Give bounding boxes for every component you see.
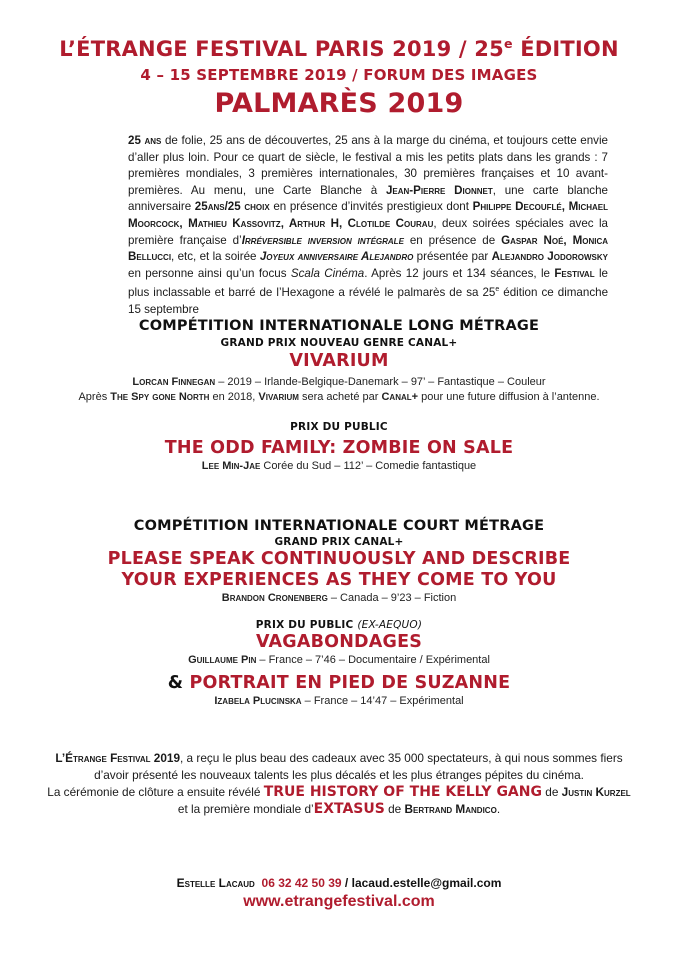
closing-line-2: d’avoir présenté les nouveaux talents les plus décalés et les plus étranges pépites du cinéma. xyxy=(94,768,584,782)
intro-paragraph xyxy=(128,133,608,318)
note-film-spy: The Spy gone North xyxy=(110,391,210,403)
closing-line-4 xyxy=(0,801,678,818)
long-competition-title: COMPÉTITION INTERNATIONALE LONG MÉTRAGE xyxy=(138,318,540,334)
closing-line-1 xyxy=(0,750,678,767)
long-competition-section xyxy=(0,318,678,474)
intro-segment: Scala Cinéma xyxy=(290,266,365,280)
short-competition-title: COMPÉTITION INTERNATIONALE COURT MÉTRAGE xyxy=(133,518,545,534)
contact-email[interactable]: lacaud.estelle@gmail.com xyxy=(351,876,502,890)
note-part-a: Après xyxy=(78,391,111,403)
intro-segment: e xyxy=(495,286,500,294)
short-grand-prix-label: GRAND PRIX CANAL+ xyxy=(274,536,404,548)
short-public-label xyxy=(0,619,678,631)
long-grand-prix-film: VIVARIUM xyxy=(289,351,389,371)
short-public-credits1 xyxy=(0,653,678,668)
intro-segment: 25ans/25 choix xyxy=(194,200,270,214)
intro-segment: en présence de xyxy=(403,233,502,247)
note-part-b: en 2018, xyxy=(209,391,259,403)
festival-title xyxy=(0,36,678,61)
short-public-details2: – France – 14’47 – Expérimental xyxy=(301,695,464,707)
short-public-film1: VAGABONDAGES xyxy=(255,632,423,652)
intro-segment: présentée par xyxy=(413,250,492,264)
short-grand-prix-film-line1: PLEASE SPEAK CONTINUOUSLY AND DESCRIBE xyxy=(107,549,571,569)
contact-separator: / xyxy=(341,876,352,890)
intro-segment: en personne ainsi qu’un focus xyxy=(128,266,291,280)
short-public-film2: PORTRAIT EN PIED DE SUZANNE xyxy=(189,673,511,693)
short-grand-prix-credits xyxy=(0,591,678,606)
intro-segment: . Après 12 jours et 134 séances, le xyxy=(364,266,555,280)
intro-segment: le plus inclassable et barré de l’Hexagone a révélé le palmarès de sa 25 xyxy=(128,266,608,300)
intro-segment: , une carte blanche anniversaire xyxy=(128,183,608,214)
short-grand-prix-film-line2: YOUR EXPERIENCES AS THEY COME TO YOU xyxy=(121,570,557,590)
closing-line4-a: et la première mondiale d’ xyxy=(177,802,314,816)
intro-segment: édition ce dimanche 15 septembre xyxy=(128,286,609,316)
closing-film-kelly-gang: TRUE HISTORY OF THE KELLY GANG xyxy=(263,784,542,800)
intro-segment: de folie, 25 ans de découvertes, 25 ans à la marge du cinéma, et toujours cette envie d’aller plus loin. Pour ce quart de siècle, le festival a mis les petits plats dans les grands : 7 premières mondiales, 3 premières internationales, 30 premières françaises et 10 avant-premières. Au menu, une Carte Blanche à xyxy=(128,134,608,197)
intro-segment: Festival xyxy=(554,266,595,280)
intro-segment: 25 ans xyxy=(128,134,162,147)
intro-segment: Irréversible inversion intégrale xyxy=(241,233,404,247)
long-public-details: Corée du Sud – 112’ – Comedie fantastique xyxy=(260,460,477,472)
short-public-label-text: PRIX DU PUBLIC xyxy=(255,619,358,631)
note-film-vivarium: Vivarium xyxy=(258,391,299,403)
short-public-film2-line xyxy=(0,673,678,694)
intro-segment: Alejandro Jodorowsky xyxy=(491,250,608,264)
short-public-details1: – France – 7’46 – Documentaire / Expérimental xyxy=(256,654,490,666)
festival-title-superscript: e xyxy=(503,36,513,51)
long-public-director: Lee Min-Jae xyxy=(201,460,261,472)
intro-segment: , etc, et la soirée xyxy=(171,250,260,264)
intro-segment: Jean-Pierre Dionnet xyxy=(385,183,493,197)
long-grand-prix-note xyxy=(0,390,678,405)
note-canal: Canal+ xyxy=(381,391,419,403)
closing-line1-text: , a reçu le plus beau des cadeaux avec 35 000 spectateurs, à qui nous sommes fiers xyxy=(180,751,623,765)
ampersand: & xyxy=(167,673,190,693)
note-part-c: sera acheté par xyxy=(298,391,382,403)
festival-dates: 4 – 15 SEPTEMBRE 2019 / FORUM DES IMAGES xyxy=(140,66,538,84)
short-public-credits2 xyxy=(0,694,678,709)
long-grand-prix-details: – 2019 – Irlande-Belgique-Danemark – 97’ – Fantastique – Couleur xyxy=(215,376,546,388)
long-public-film: THE ODD FAMILY: ZOMBIE ON SALE xyxy=(164,438,514,458)
closing-line4-c: . xyxy=(496,802,501,816)
short-public-exaequo: (EX-AEQUO) xyxy=(357,619,423,631)
long-grand-prix-label: GRAND PRIX NOUVEAU GENRE CANAL+ xyxy=(220,337,458,349)
closing-film-extasus: EXTASUS xyxy=(313,801,385,817)
long-grand-prix-director: Lorcan Finnegan xyxy=(132,376,216,388)
closing-line-3 xyxy=(0,784,678,801)
short-competition-section xyxy=(0,518,678,709)
long-public-label: PRIX DU PUBLIC xyxy=(290,421,388,433)
closing-line3-b: de xyxy=(541,785,562,799)
intro-segment: Philippe Decouflé, Michael Moorcock, Mathieu Kassovitz, Arthur H, Clotilde Courau xyxy=(128,200,609,230)
contact-phone[interactable]: 06 32 42 50 39 xyxy=(261,876,342,890)
short-public-director1: Guillaume Pin xyxy=(188,654,257,666)
festival-title-text: L’ÉTRANGE FESTIVAL PARIS 2019 / 25 xyxy=(59,37,504,61)
short-grand-prix-director: Brandon Cronenberg xyxy=(221,592,328,604)
long-grand-prix-credits xyxy=(0,375,678,390)
short-public-director2: Izabela Plucinska xyxy=(214,695,302,707)
closing-paragraph xyxy=(0,750,678,818)
closing-director-kurzel: Justin Kurzel xyxy=(561,785,631,799)
contact-name: Estelle Lacaud xyxy=(176,876,255,890)
closing-line3-a: La cérémonie de clôture a ensuite révélé xyxy=(47,785,264,799)
intro-segment: en présence d’invités prestigieux dont xyxy=(269,200,473,214)
intro-segment: Joyeux anniversaire Alejandro xyxy=(259,250,414,264)
note-part-d: pour une future diffusion à l’antenne. xyxy=(418,391,600,403)
palmares-heading: PALMARÈS 2019 xyxy=(214,88,464,119)
closing-line4-b: de xyxy=(384,802,405,816)
press-contact xyxy=(0,876,678,890)
intro-segment: Gaspar Noé, Monica Bellucci xyxy=(128,233,609,264)
website-link[interactable]: www.etrangefestival.com xyxy=(243,893,435,910)
short-grand-prix-details: – Canada – 9’23 – Fiction xyxy=(327,592,457,604)
long-public-credits xyxy=(0,459,678,474)
closing-festival-name: L’Étrange Festival 2019 xyxy=(55,751,180,765)
festival-title-end: ÉDITION xyxy=(512,37,619,61)
intro-segment: , deux soirées spéciales avec la première française d’ xyxy=(128,216,608,247)
closing-director-mandico: Bertrand Mandico xyxy=(404,802,497,816)
